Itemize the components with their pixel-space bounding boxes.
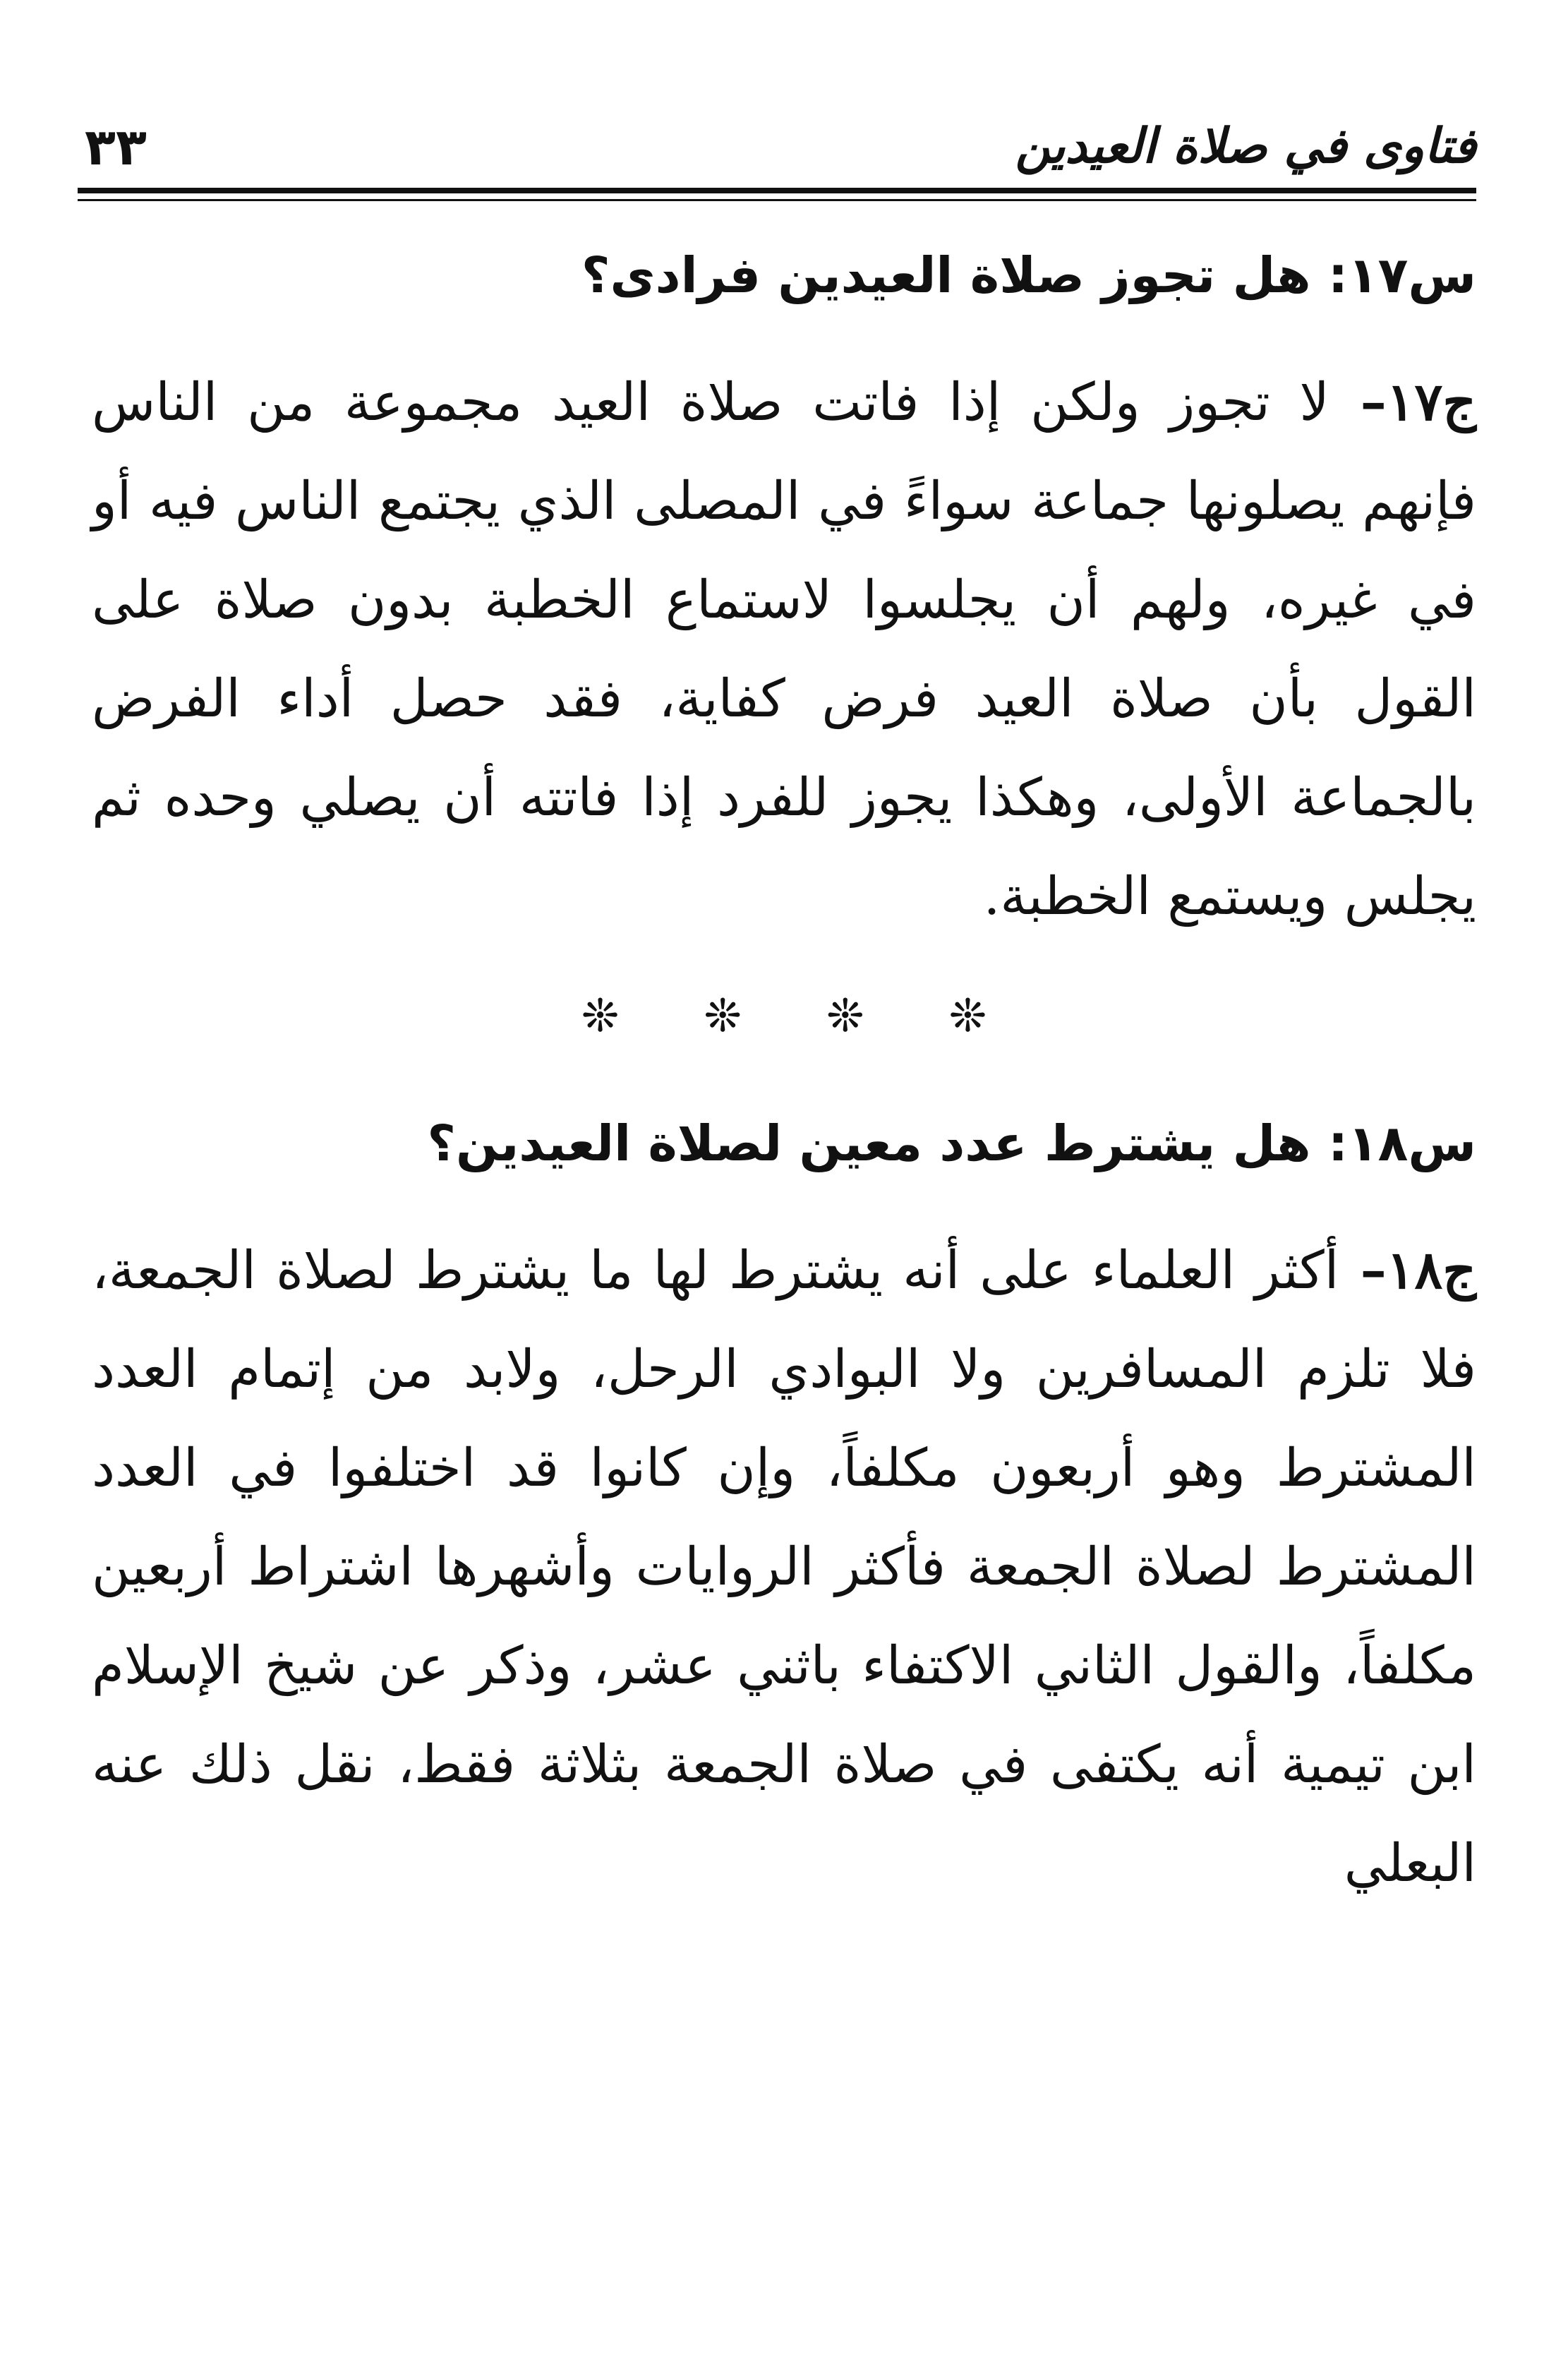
answer-18-label: ج١٨– [1339, 1240, 1476, 1301]
answer-17-label: ج١٧– [1329, 372, 1477, 433]
question-17: س١٧: هل تجوز صلاة العيدين فرادى؟ [581, 246, 1476, 304]
answer-18-text: أكثر العلماء على أنه يشترط لها ما يشترط لصلاة الجمعة، فلا تلزم المسافرين ولا البوادي الرحل، ولابد من إتمام العدد المشترط وهو أربعون مكلفاً، وإن كانوا قد اختلفوا في العدد المشترط لصلاة الجمعة فأكثر الروايات وأشهرها اشتراط أربعين مكلفاً، والقول الثاني الاكتفاء باثني عشر، وذكر عن شيخ الإسلام ابن تيمية أنه يكتفى في صلاة الجمعة بثلاثة فقط، نقل ذلك عنه البعلي [92, 1240, 1476, 1894]
answer-18 [92, 1221, 1476, 1913]
asterism-glyph: ❊ [704, 990, 742, 1042]
asterism-glyph: ❊ [581, 990, 620, 1042]
header-rule-thin [78, 199, 1476, 201]
answer-17 [92, 353, 1476, 946]
question-18: س١٨: هل يشترط عدد معين لصلاة العيدين؟ [427, 1114, 1476, 1172]
asterism-glyph: ❊ [948, 990, 987, 1042]
section-separator [92, 974, 1476, 1059]
header-rule-thick [78, 188, 1476, 193]
page-number: ٣٣ [85, 117, 147, 176]
page-body [92, 226, 1476, 1913]
asterism-glyph: ❊ [826, 990, 864, 1042]
page-header [78, 99, 1476, 198]
answer-17-text: لا تجوز ولكن إذا فاتت صلاة العيد مجموعة من الناس فإنهم يصلونها جماعة سواءً في المصلى الذي يجتمع الناس فيه أو في غيره، ولهم أن يجلسوا لاستماع الخطبة بدون صلاة على القول بأن صلاة العيد فرض كفاية، فقد حصل أداء الفرض بالجماعة الأولى، وهكذا يجوز للفرد إذا فاتته أن يصلي وحده ثم يجلس ويستمع الخطبة. [92, 372, 1476, 927]
running-title: فتاوى في صلاة العيدين [1015, 119, 1476, 174]
